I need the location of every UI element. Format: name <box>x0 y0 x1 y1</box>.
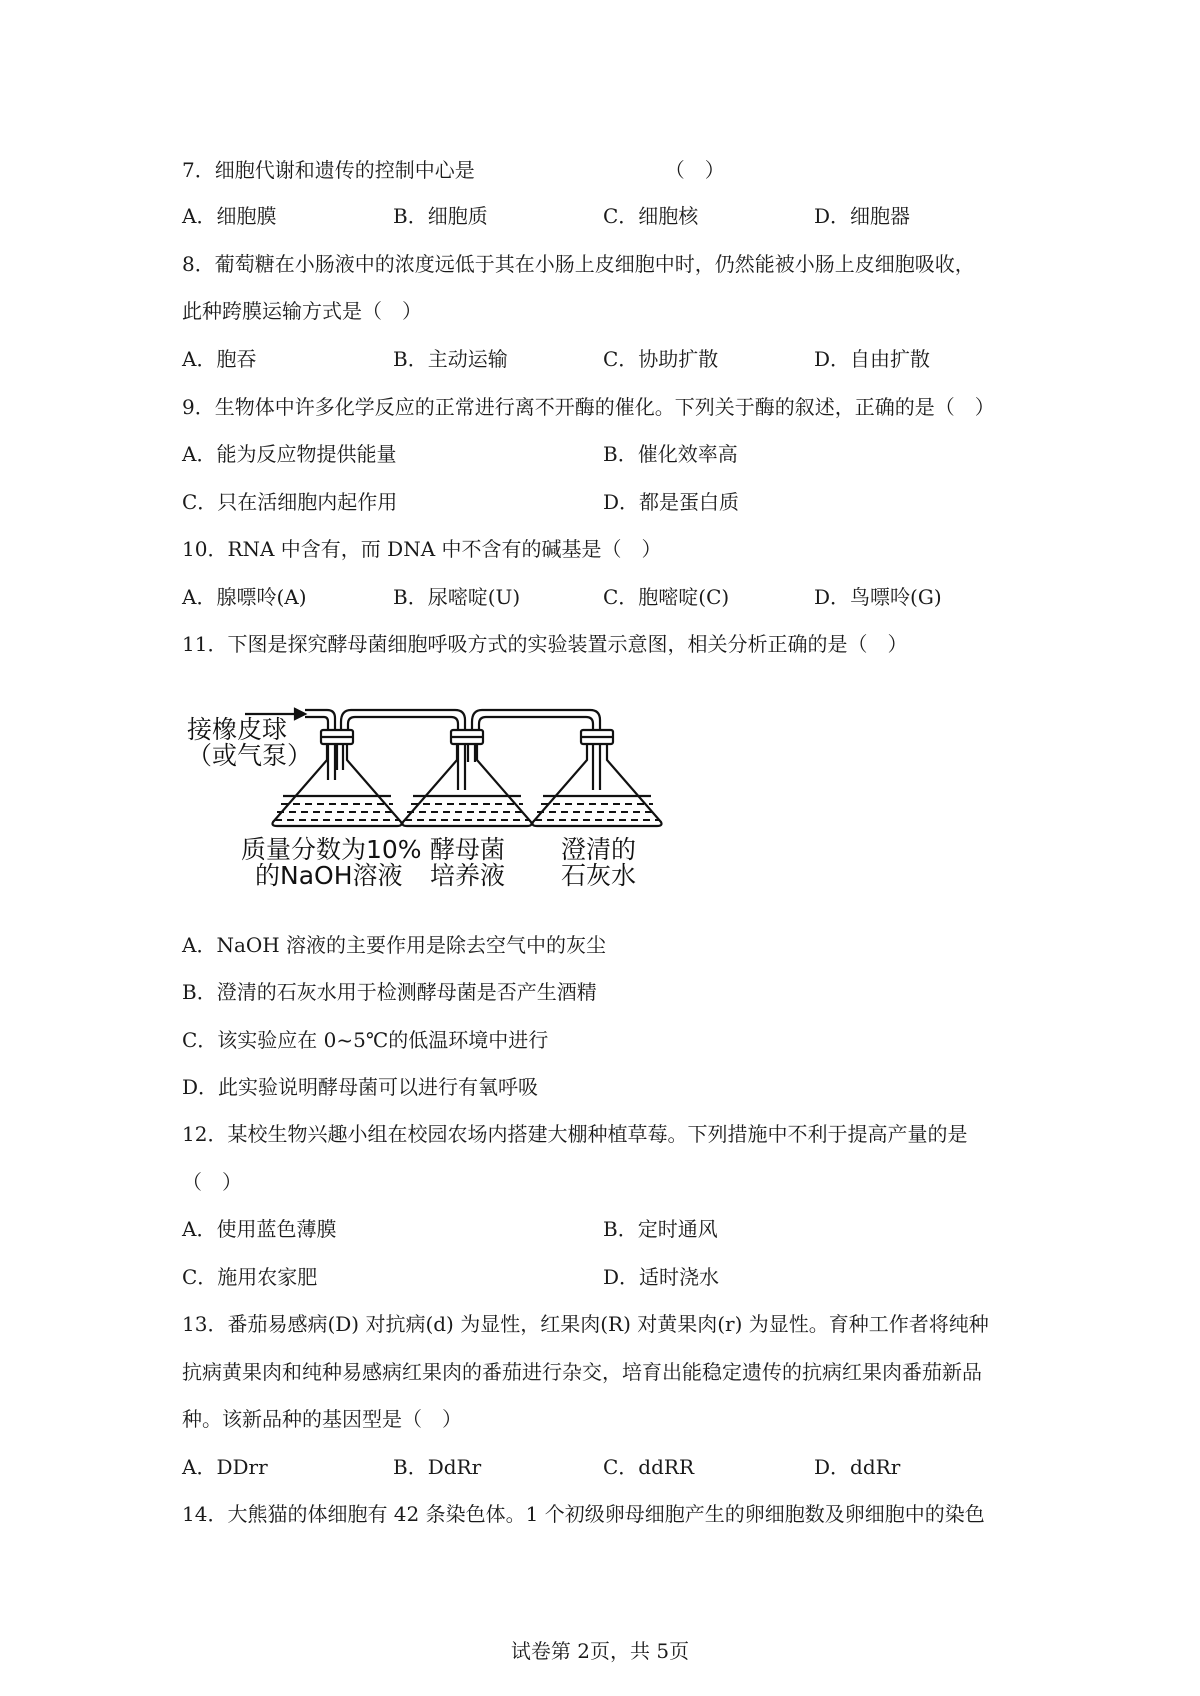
q9-option-b: B．催化效率高 <box>603 442 738 466</box>
limewater-label-line1: 澄清的 <box>561 835 637 864</box>
q11-option-a: A．NaOH 溶液的主要作用是除去空气中的灰尘 <box>182 933 607 957</box>
connector-tube-1-2 <box>341 710 465 790</box>
connector-tube-2-3 <box>472 710 600 790</box>
q11-option-c: C．该实验应在 0~5℃的低温环境中进行 <box>182 1028 549 1052</box>
question-13-stem-line1: 13．番茄易感病(D) 对抗病(d) 为显性，红果肉(R) 对黄果肉(r) 为显性。育种工作者将纯种 <box>182 1312 989 1336</box>
q7-option-b: B．细胞质 <box>393 204 488 228</box>
q8-option-c: C．协助扩散 <box>603 347 719 371</box>
q13-option-c: C．ddRR <box>603 1455 695 1479</box>
q11-option-b: B．澄清的石灰水用于检测酵母菌是否产生酒精 <box>182 980 597 1004</box>
q9-option-c: C．只在活细胞内起作用 <box>182 490 398 514</box>
pump-label-line1: 接橡皮球 <box>187 715 288 744</box>
q8-option-d: D．自由扩散 <box>814 347 931 371</box>
q12-option-b: B．定时通风 <box>603 1217 718 1241</box>
limewater-label-line2: 石灰水 <box>561 861 637 890</box>
question-8-stem-line1: 8．葡萄糖在小肠液中的浓度远低于其在小肠上皮细胞中时，仍然能被小肠上皮细胞吸收， <box>182 252 975 276</box>
q13-option-a: A．DDrr <box>182 1455 268 1479</box>
q13-option-d: D．ddRr <box>814 1455 901 1479</box>
q11-option-d: D．此实验说明酵母菌可以进行有氧呼吸 <box>182 1075 539 1099</box>
q8-option-b: B．主动运输 <box>393 347 508 371</box>
q9-option-d: D．都是蛋白质 <box>603 490 740 514</box>
q7-option-d: D．细胞器 <box>814 204 911 228</box>
q13-option-b: B．DdRr <box>393 1455 482 1479</box>
q7-option-a: A．细胞膜 <box>182 204 277 228</box>
q12-option-c: C．施用农家肥 <box>182 1265 318 1289</box>
naoh-label-line2: 的NaOH溶液 <box>255 861 403 890</box>
yeast-label-line1: 酵母菌 <box>430 835 506 864</box>
question-14-stem: 14．大熊猫的体细胞有 42 条染色体。1 个初级卵母细胞产生的卵细胞数及卵细胞中的染色 <box>182 1502 985 1526</box>
question-12-stem-line1: 12．某校生物兴趣小组在校园农场内搭建大棚种植草莓。下列措施中不利于提高产量的是 <box>182 1122 968 1146</box>
question-13-stem-line2: 抗病黄果肉和纯种易感病红果肉的番茄进行杂交，培育出能稳定遗传的抗病红果肉番茄新品 <box>182 1360 982 1384</box>
q8-option-a: A．胞吞 <box>182 347 257 371</box>
q10-option-b: B．尿嘧啶(U) <box>393 585 521 609</box>
question-10-stem: 10．RNA 中含有，而 DNA 中不含有的碱基是（ ） <box>182 537 662 561</box>
q10-option-d: D．鸟嘌呤(G) <box>814 585 942 609</box>
question-12-stem-line2: （ ） <box>182 1170 242 1194</box>
q10-option-a: A．腺嘌呤(A) <box>182 585 307 609</box>
yeast-respiration-apparatus-figure <box>185 700 685 905</box>
question-7-stem: 7．细胞代谢和遗传的控制中心是 （ ） <box>182 158 725 182</box>
page-footer: 试卷第 2页，共 5页 <box>510 1639 690 1663</box>
q12-option-a: A．使用蓝色薄膜 <box>182 1217 337 1241</box>
question-8-stem-line2: 此种跨膜运输方式是（ ） <box>182 299 422 323</box>
q12-option-d: D．适时浇水 <box>603 1265 720 1289</box>
question-9-stem: 9．生物体中许多化学反应的正常进行离不开酶的催化。下列关于酶的叙述，正确的是（ ） <box>182 395 995 419</box>
q7-option-c: C．细胞核 <box>603 204 699 228</box>
naoh-label-line1: 质量分数为10% <box>241 835 422 864</box>
q10-option-c: C．胞嘧啶(C) <box>603 585 730 609</box>
question-11-stem: 11．下图是探究酵母菌细胞呼吸方式的实验装置示意图，相关分析正确的是（ ） <box>182 632 908 656</box>
question-13-stem-line3: 种。该新品种的基因型是（ ） <box>182 1407 462 1431</box>
q9-option-a: A．能为反应物提供能量 <box>182 442 397 466</box>
yeast-label-line2: 培养液 <box>430 861 506 890</box>
pump-label-line2: （或气泵） <box>187 741 313 770</box>
